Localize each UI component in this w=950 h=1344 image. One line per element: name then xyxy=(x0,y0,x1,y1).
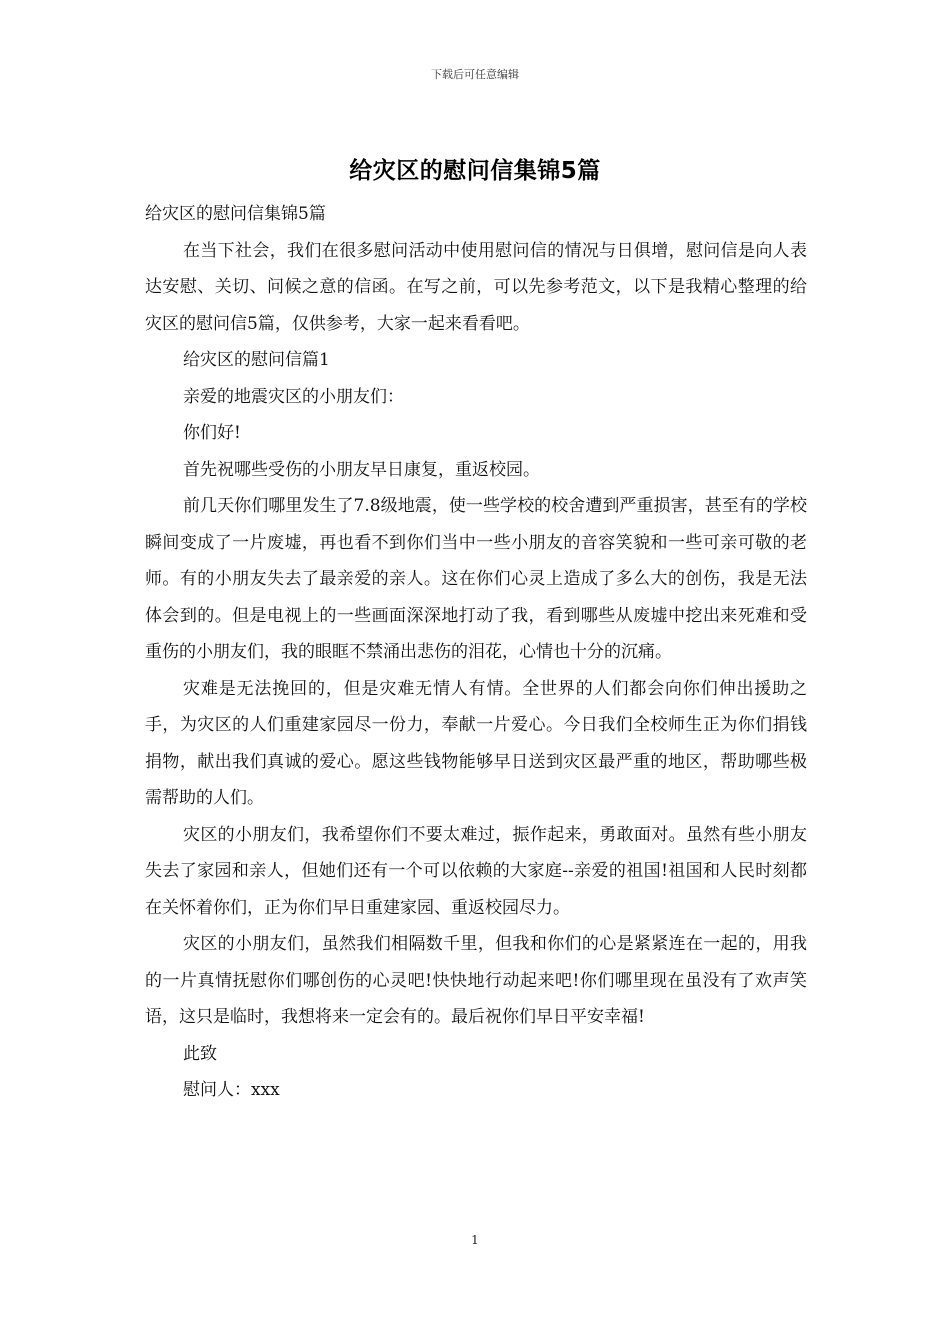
salutation: 亲爱的地震灾区的小朋友们： xyxy=(183,386,404,407)
document-title: 给灾区的慰问信集锦5篇 xyxy=(349,158,601,184)
greeting: 你们好! xyxy=(183,423,241,443)
body-paragraph: 灾难是无法挽回的，但是灾难无情人有情。全世界的人们都会向你们伸出援助之手，为灾区的人们重建家园尽一份力，奉献一片爱心。今日我们全校师生正为你们捐钱捐物，献出我们真诚的爱心。愿这些钱物能够早日送到灾区最严重的地区，帮助哪些极需帮助的人们。 xyxy=(145,678,807,808)
signature: 慰问人：xxx xyxy=(183,1080,280,1100)
body-paragraph: 首先祝哪些受伤的小朋友早日康复，重返校园。 xyxy=(183,459,540,480)
body-paragraph: 前几天你们哪里发生了7.8级地震，使一些学校的校舍遭到严重损害，甚至有的学校瞬间变成了一片废墟，再也看不到你们当中一些小朋友的音容笑貌和一些可亲可敬的老师。有的小朋友失去了最亲爱的亲人。这在你们心灵上造成了多么大的创伤，我是无法体会到的。但是电视上的一些画面深深地打动了我，看到哪些从废墟中挖出来死难和受重伤的小朋友们，我的眼眶不禁涌出悲伤的泪花，心情也十分的沉痛。 xyxy=(145,496,807,662)
document-body xyxy=(145,196,807,1109)
closing: 此致 xyxy=(183,1043,217,1064)
page-number: 1 xyxy=(471,1233,479,1247)
intro-paragraph: 在当下社会，我们在很多慰问活动中使用慰问信的情况与日俱增，慰问信是向人表达安慰、关切、问候之意的信函。在写之前，可以先参考范文，以下是我精心整理的给灾区的慰问信5篇，仅供参考，大家一起来看看吧。 xyxy=(145,240,807,334)
body-paragraph: 灾区的小朋友们，我希望你们不要太难过，振作起来，勇敢面对。虽然有些小朋友失去了家园和亲人，但她们还有一个可以依赖的大家庭--亲爱的祖国!祖国和人民时刻都在关怀着你们，正为你们早日重建家园、重返校园尽力。 xyxy=(145,824,807,918)
subtitle-paragraph: 给灾区的慰问信集锦5篇 xyxy=(145,204,326,224)
letter-heading: 给灾区的慰问信篇1 xyxy=(183,350,330,370)
body-paragraph: 灾区的小朋友们，虽然我们相隔数千里，但我和你们的心是紧紧连在一起的，用我的一片真情抚慰你们哪创伤的心灵吧!快快地行动起来吧!你们哪里现在虽没有了欢声笑语，这只是临时，我想将来一定会有的。最后祝你们早日平安幸福! xyxy=(145,934,807,1027)
header-note: 下载后可任意编辑 xyxy=(431,68,519,81)
